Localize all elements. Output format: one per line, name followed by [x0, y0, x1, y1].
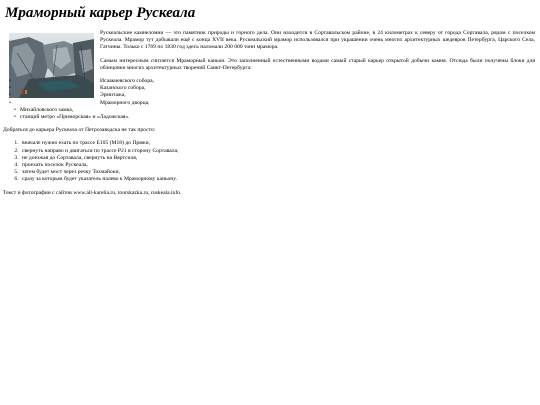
route-step: 6. сразу за которым будет указатель налево к Мраморному каньону.: [20, 176, 535, 183]
list-item: • Мраморного дворца,: [9, 100, 535, 107]
route-step: 3. не доезжая до Сортавала, свернуть на Вяртсиля,: [20, 155, 535, 162]
list-item: • Михайловского замка,: [14, 107, 535, 114]
credits-text: Текст и фотографии с сайтов www.all-karelia.ru, tourskazka.ru, ruskeala.info.: [3, 189, 182, 196]
route-intro: Добраться до карьера Рускеала от Петрозаводска не так просто:: [3, 127, 156, 134]
page-title: Мраморный карьер Рускеала: [5, 5, 196, 21]
buildings-list-continued: [14, 107, 535, 121]
route-step: 2. свернуть направо и двигаться по трассе Р21 в сторону Сортавала;: [20, 148, 535, 155]
canyon-paragraph: Самым интересным считается Мраморный каньон. Это заполненный естественными водами самый старый карьер открытой добычи камня. Отсюда были получены блоки для облицовки многих архитектурных творений Санкт-Петербурга:: [100, 57, 535, 71]
route-step: 5. затем будет мост через речку Тохмайоки,: [20, 169, 535, 176]
list-item: • Исаакиевского собора,: [9, 78, 535, 85]
list-item: • Казанского собора,: [9, 85, 535, 92]
route-steps-list: [14, 140, 535, 183]
intro-paragraph: Рускеальские камнеломни — это памятник природы и горного дела. Они находится в Сортавальском районе, в 24 километрах к северу от города Сортавала, рядом с поселком Рускеала. Мрамор тут добывали ещё с конца XVII века. Рускеальский мрамор использовался при украшении очень многих архитектурных шедевров Петербурга, Царского Села, Гатчины. Только с 1769 по 1830 год здесь наломали 200 000 тонн мрамора.: [100, 30, 535, 51]
article-body: [3, 30, 535, 197]
route-step: 4. проехать поселок Рускеала,: [20, 162, 535, 169]
list-item: • Эрмитажа,: [9, 92, 535, 99]
buildings-list: [9, 78, 535, 107]
article: [3, 0, 535, 203]
route-step: 1. вначале нужно ехать по трассе Е105 (М18) до Пряжи,: [20, 140, 535, 147]
list-item: • станций метро «Приморская» и «Ладожская».: [14, 114, 535, 121]
